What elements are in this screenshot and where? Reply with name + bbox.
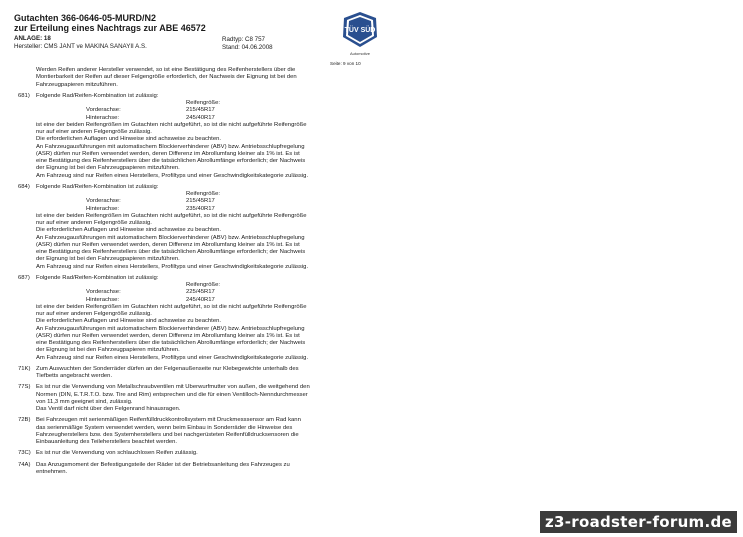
note-74a [0, 462, 380, 477]
note-number: 72B) [18, 417, 31, 424]
tire-size-table [86, 191, 380, 213]
combo-text-line: der Eignung ist bei den Fahrzeugpapieren mitzuführen. [36, 256, 180, 263]
front-axle-label: Vorderachse: [86, 198, 121, 205]
combo-text-line: (ASR) dürfen nur Reifen verwendet werden, deren Differenz im Abrollumfang kleiner als 1% ist. Es ist [36, 241, 300, 248]
note-73c [0, 450, 380, 457]
combo-text-line: (ASR) dürfen nur Reifen verwendet werden, deren Differenz im Abrollumfang kleiner als 1% ist. Es ist [36, 332, 300, 339]
combo-text-line: eine Bestätigung des Reifenherstellers über die tatsächlichen Abrollumfänge erforderlich; der Nachweis [36, 249, 306, 255]
rear-axle-size: 235/40R17 [186, 205, 215, 212]
combo-intro: Folgende Rad/Reifen-Kombination ist zulässig: [36, 183, 159, 190]
stand-label: Stand: 04.06.2008 [222, 44, 273, 51]
intro-line: Fahrzeugpapieren mitzuführen. [36, 81, 118, 88]
front-axle-size: 215/45R17 [186, 198, 215, 205]
combo-text-line: Die erforderlichen Auflagen und Hinweise sind achsweise zu beachten. [36, 318, 222, 325]
note-line: Normen (DIN, E.T.R.T.O. bzw. Tire and Rim) entsprechen und die für einen Ventilloch-Nenndurchmesser [36, 391, 308, 398]
note-line: Fahrzeugherstellers bzw. des Systemherstellers und bei nachgerüsteten Reifenfülldrucksensoren die [36, 431, 299, 438]
size-header: Reifengröße: [186, 191, 221, 197]
combo-text-line: An Fahrzeugausführungen mit automatischem Blockierverhinderer (ABV) bzw. Antriebsschlupfregelung [36, 234, 305, 241]
combo-number: 681) [18, 92, 30, 99]
front-axle-size: 215/45R17 [186, 107, 215, 114]
combo-681 [0, 93, 380, 180]
combo-687 [0, 275, 380, 362]
combo-text-line: Am Fahrzeug sind nur Reifen eines Herstellers, Profiltyps und einer Geschwindigkeitskategorie zulässig. [36, 354, 309, 361]
tuv-logo-text: TÜV SÜD [344, 27, 376, 34]
combo-text-line: ist eine der beiden Reifengrößen im Gutachten nicht aufgeführt, so ist die nicht aufgeführte Reifengröße [36, 121, 307, 128]
rear-axle-label: Hinterachse: [86, 114, 120, 121]
note-line: Bei Fahrzeugen mit serienmäßigen Reifenfülldruckkontrollsystem mit Druckmesssensor am Rad kann [36, 417, 301, 424]
note-number: 74A) [18, 461, 31, 468]
note-line: Zum Auswuchten der Sonderräder dürfen an der Felgenaußenseite nur Klebegewichte unterhalb des [36, 365, 299, 372]
tire-size-table [86, 100, 380, 122]
combo-intro: Folgende Rad/Reifen-Kombination ist zulässig: [36, 92, 159, 99]
combo-text-line: ist eine der beiden Reifengrößen im Gutachten nicht aufgeführt, so ist die nicht aufgeführte Reifengröße [36, 303, 307, 310]
combo-text-line: Die erforderlichen Auflagen und Hinweise sind achsweise zu beachten. [36, 227, 222, 234]
title-line-2: zur Erteilung eines Nachtrags zur ABE 46572 [14, 23, 206, 33]
combo-text-line: nur auf einer anderen Felgengröße zulässig. [36, 220, 152, 226]
front-axle-label: Vorderachse: [86, 289, 121, 296]
front-axle-size: 225/45R17 [186, 289, 215, 296]
combo-text-line: ist eine der beiden Reifengrößen im Gutachten nicht aufgeführt, so ist die nicht aufgeführte Reifengröße [36, 212, 307, 219]
combo-number: 684) [18, 183, 30, 190]
combo-number: 687) [18, 274, 30, 281]
page-number: Seite: 9 von 10 [330, 61, 361, 66]
hersteller-label: Hersteller: CMS JANT ve MAKINA SANAYII A.S. [14, 43, 147, 50]
tuv-logo-sub: Automotive [349, 51, 371, 56]
combo-text-line: nur auf einer anderen Felgengröße zulässig. [36, 311, 152, 317]
note-number: 77S) [18, 384, 31, 391]
combo-text-line: An Fahrzeugausführungen mit automatischem Blockierverhinderer (ABV) bzw. Antriebsschlupfregelung [36, 143, 305, 150]
rear-axle-label: Hinterachse: [86, 296, 120, 303]
note-line: Das Ventil darf nicht über den Felgenrand hinausragen. [36, 406, 181, 412]
note-line: das serienmäßige System verwendet werden, wenn beim Einbau in Sonderräder die Hinweise des [36, 424, 293, 431]
combo-text-line: der Eignung ist bei den Fahrzeugpapieren mitzuführen. [36, 165, 180, 172]
combo-text-line: (ASR) dürfen nur Reifen verwendet werden, deren Differenz im Abrollumfang kleiner als 1% ist. Es ist [36, 150, 300, 157]
note-line: von 11,3 mm geeignet sind, zulässig. [36, 398, 133, 405]
note-line: Es ist nur die Verwendung von Metallschraubventilen mit Überwurfmutter von außen, die weitgehend den [36, 384, 310, 391]
combo-text-line: Am Fahrzeug sind nur Reifen eines Herstellers, Profiltyps und einer Geschwindigkeitskategorie zulässig. [36, 263, 309, 270]
note-line: Es ist nur die Verwendung von schlauchlosen Reifen zulässig. [36, 450, 198, 457]
combo-text-line: Die erforderlichen Auflagen und Hinweise sind achsweise zu beachten. [36, 136, 222, 143]
note-number: 71K) [18, 365, 31, 372]
radtyp-label: Radtyp: C8 757 [222, 36, 265, 43]
document-title [14, 13, 206, 33]
combo-text-line: eine Bestätigung des Reifenherstellers über die tatsächlichen Abrollumfänge erforderlich; der Nachweis [36, 158, 306, 164]
header-meta-left [14, 35, 147, 51]
note-number: 73C) [18, 450, 31, 457]
rear-axle-size: 245/40R17 [186, 114, 215, 121]
size-header: Reifengröße: [186, 100, 221, 106]
note-line: Einbauanleitung des Teileherstellers beachtet werden. [36, 439, 178, 445]
rear-axle-size: 245/40R17 [186, 296, 215, 303]
combo-text-line: eine Bestätigung des Reifenherstellers über die tatsächlichen Abrollumfänge erforderlich; der Nachweis [36, 340, 306, 346]
title-line-1: Gutachten 366-0646-05-MURD/N2 [14, 13, 157, 23]
anlage-label: ANLAGE: 18 [14, 35, 51, 42]
tire-size-table [86, 282, 380, 304]
combo-684 [0, 184, 380, 271]
combo-text-line: Am Fahrzeug sind nur Reifen eines Herstellers, Profiltyps und einer Geschwindigkeitskategorie zulässig. [36, 172, 309, 179]
size-header: Reifengröße: [186, 282, 221, 288]
combo-intro: Folgende Rad/Reifen-Kombination ist zulässig: [36, 274, 159, 281]
intro-line: Montierbarkeit der Reifen auf dieser Felgengröße erforderlich, der Nachweis der Eignung ist bei den [36, 74, 297, 81]
rear-axle-label: Hinterachse: [86, 205, 120, 212]
note-72b [0, 417, 380, 446]
note-line: Das Anzugsmoment der Befestigungsteile der Räder ist der Betriebsanleitung des Fahrzeuges zu [36, 461, 290, 468]
intro-line: Werden Reifen anderer Hersteller verwendet, so ist eine Bestätigung des Reifenherstellers über die [36, 67, 296, 73]
front-axle-label: Vorderachse: [86, 107, 121, 114]
combo-text-line: An Fahrzeugausführungen mit automatischem Blockierverhinderer (ABV) bzw. Antriebsschlupfregelung [36, 325, 305, 332]
note-line: Tiefbetts angebracht werden. [36, 373, 113, 379]
note-77s [0, 384, 380, 413]
intro-paragraph [0, 67, 380, 89]
note-71k [0, 366, 380, 381]
tuv-logo [340, 11, 380, 57]
note-line: entnehmen. [36, 468, 68, 475]
combo-text-line: nur auf einer anderen Felgengröße zulässig. [36, 129, 152, 135]
forum-watermark: z3-roadster-forum.de [540, 511, 737, 533]
combo-text-line: der Eignung ist bei den Fahrzeugpapieren mitzuführen. [36, 347, 180, 354]
header-meta-right [222, 36, 273, 52]
document-body [0, 67, 380, 476]
